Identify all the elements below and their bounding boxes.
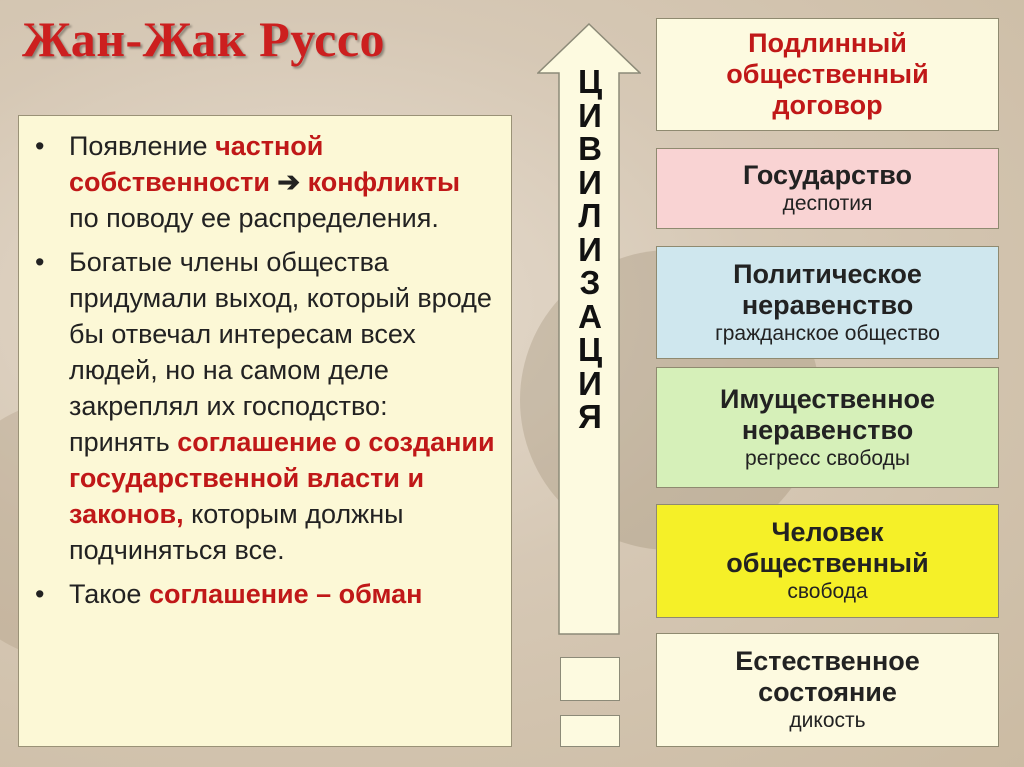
stage-box-natural-state [656,633,999,747]
text-plain: Такое [69,579,149,609]
arrow-letter: В [578,130,602,167]
stage-subtitle: регресс свободы [745,446,910,470]
stage-box-political-inequality [656,246,999,359]
arrow-letter: И [578,163,602,201]
stage-subtitle: деспотия [782,192,873,215]
stage-box-social-human [656,504,999,618]
stage-title: Государство [742,160,913,190]
arrow-letter: И [578,96,602,134]
text-plain: по поводу ее распределения. [69,203,439,233]
arrow-letter: Ц [577,331,603,368]
text-highlight: частной собственности [69,131,324,197]
stage-subtitle: свобода [787,580,868,603]
stage-box-state [656,148,999,229]
text-highlight: соглашение о создании государственной власти и законов, [69,427,495,529]
arrow-base-block [560,657,620,701]
text-plain: Появление [69,131,216,161]
bullet-marker: • [35,579,45,609]
arrow-base-block [560,715,620,747]
arrow-letter: Л [578,197,602,234]
stage-title: Имущественное неравенство [719,383,936,445]
stage-title: Человек общественный [726,517,929,578]
arrow-letter: И [578,230,602,268]
bullet-item-1 [29,128,495,236]
bullet-item-3 [29,576,495,612]
bullet-item-2 [29,244,495,568]
text-plain: Богатые члены общества придумали выход, который вроде бы отвечал интересам всех людей, но на самом деле закреплял их господство: принять [69,247,492,457]
arrow-right-icon: ➔ [269,167,308,197]
bullet-marker: • [35,247,45,277]
stage-subtitle: дикость [789,709,866,732]
stage-box-social-contract [656,18,999,131]
stage-title: Подлинный общественный договор [726,28,929,120]
text-highlight: конфликты [307,167,461,197]
arrow-letter: Я [578,398,602,435]
stage-title: Естественное состояние [735,646,920,707]
page-title: Жан-Жак Руссо [22,11,386,67]
stage-title: Политическое неравенство [733,258,922,320]
text-panel [18,115,512,747]
text-highlight: соглашение – обман [148,579,423,609]
text-plain: которым должны подчиняться все. [69,499,404,565]
bullet-marker: • [35,131,45,161]
arrow-letter: З [579,264,601,301]
stage-box-property-inequality [656,367,999,488]
civilization-label [560,65,620,434]
arrow-letter: А [578,297,602,335]
stage-subtitle: гражданское общество [715,321,940,345]
arrow-letter: Ц [577,63,603,100]
arrow-letter: И [578,364,602,402]
